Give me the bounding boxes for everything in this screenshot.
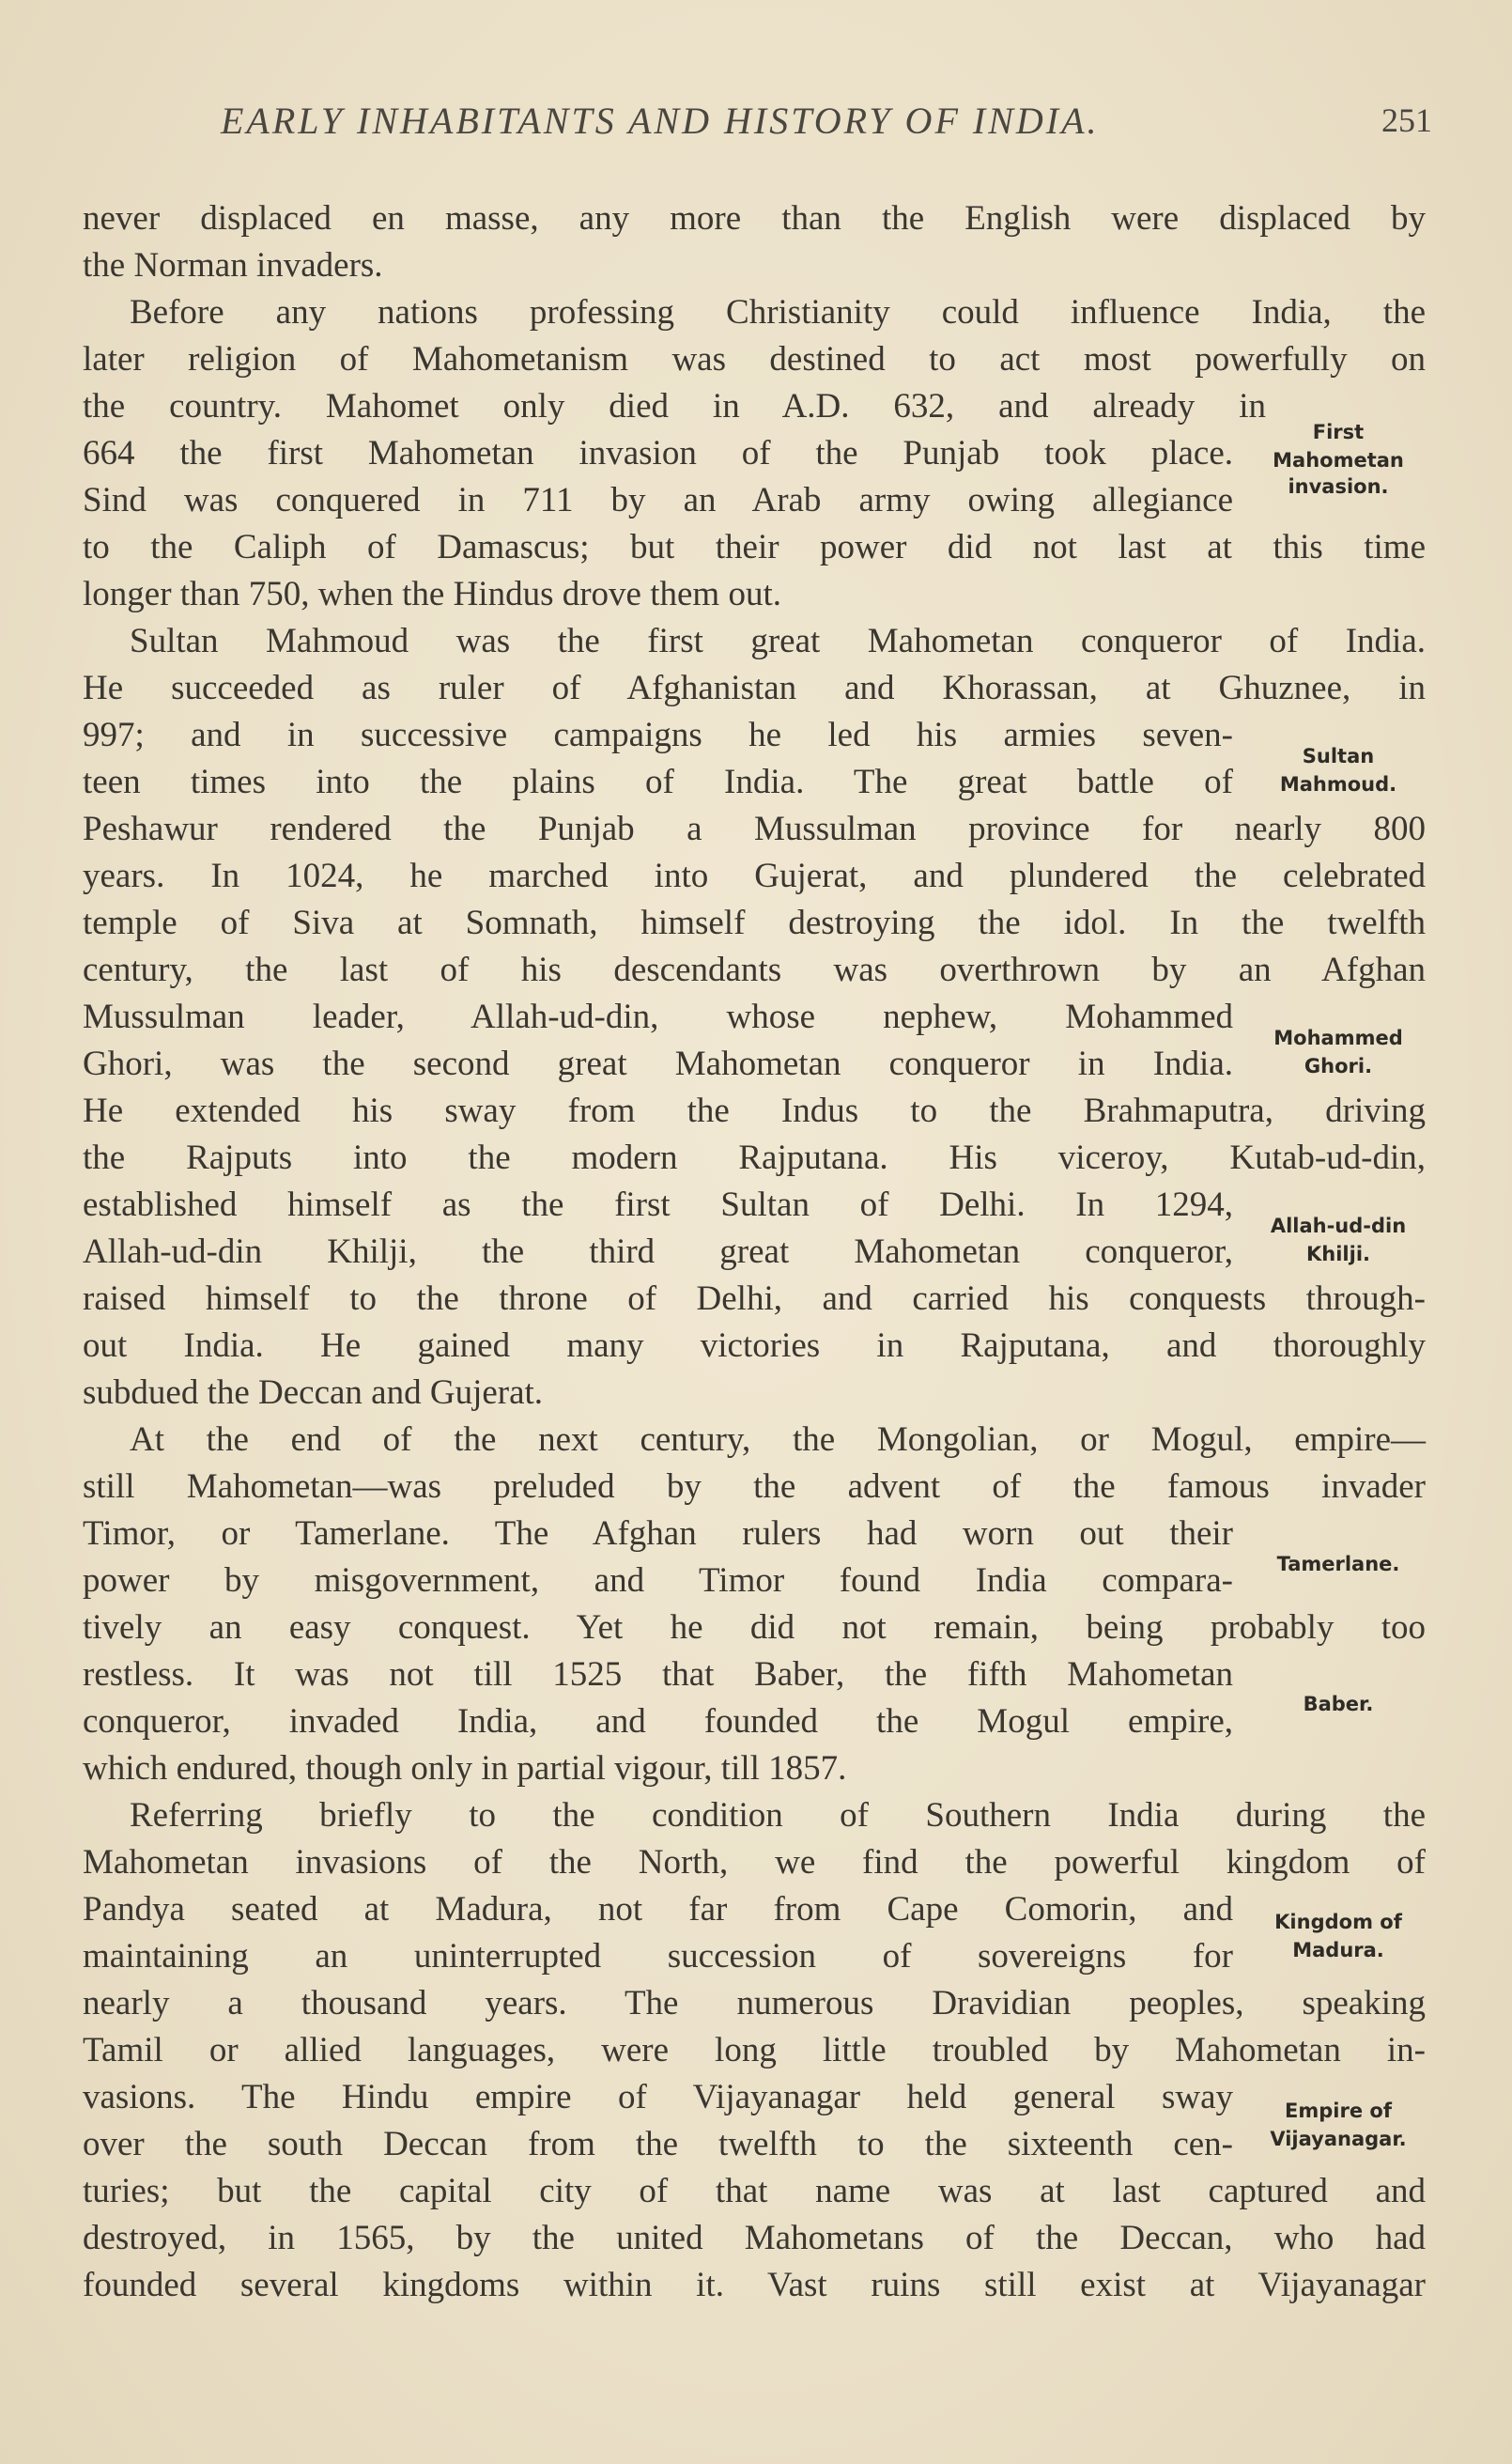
text-line: the country. Mahomet only died in A.D. 632, and already in [83,387,1266,426]
text-line: Sind was conquered in 711 by an Arab army owing allegiance [83,481,1233,519]
text-line: conqueror, invaded India, and founded the Mogul empire, [83,1702,1233,1741]
text-line: which endured, though only in partial vigour, till 1857. [83,1749,847,1788]
text-line: 997; and in successive campaigns he led his armies seven- [83,716,1233,754]
sidenote-tamerlane: Tamerlane. [1276,1553,1400,1575]
text-line: still Mahometan—was preluded by the advent of the famous invader [83,1467,1426,1506]
text-line: nearly a thousand years. The numerous Dravidian peoples, speaking [83,1984,1426,2022]
text-line: Referring briefly to the condition of Southern India during the [130,1796,1426,1835]
sidenote-kingdom-of-madura: Kingdom of Madura. [1274,1911,1402,1961]
text-line: teen times into the plains of India. The great battle of [83,763,1233,801]
text-line: later religion of Mahometanism was destined to act most powerfully on [83,340,1426,379]
sidenote-empire-of-vijayanagar: Empire of Vijayanagar. [1270,2100,1407,2150]
text-line: over the south Deccan from the twelfth to the sixteenth cen- [83,2125,1233,2163]
page-number: 251 [1381,101,1432,139]
text-line: the Norman invaders. [83,246,383,285]
text-line: longer than 750, when the Hindus drove them out. [83,575,781,613]
text-line: power by misgovernment, and Timor found India compara- [83,1561,1233,1600]
sidenote-first-mahometan-invasion: First Mahometan invasion. [1273,421,1404,498]
body-text [83,195,1426,2309]
sidenote-allah-ud-din-khilji: Allah-ud-din Khilji. [1270,1215,1407,1265]
text-line: Sultan Mahmoud was the first great Mahometan conqueror of India. [130,622,1426,660]
text-line: vasions. The Hindu empire of Vijayanagar held general sway [83,2078,1233,2116]
text-line: raised himself to the throne of Delhi, and carried his conquests through- [83,1279,1426,1318]
text-line: Timor, or Tamerlane. The Afghan rulers had worn out their [83,1514,1233,1553]
text-line: Ghori, was the second great Mahometan conqueror in India. [83,1045,1233,1083]
text-line: to the Caliph of Damascus; but their power did not last at this time [83,528,1426,566]
text-line: maintaining an uninterrupted succession of sovereigns for [83,1937,1233,1976]
text-line: years. In 1024, he marched into Gujerat, and plundered the celebrated [83,857,1426,895]
running-head [80,99,1432,155]
text-line: He succeeded as ruler of Afghanistan and Khorassan, at Ghuznee, in [83,669,1426,707]
text-line: Tamil or allied languages, were long little troubled by Mahometan in- [83,2031,1426,2069]
text-line: turies; but the capital city of that name was at last captured and [83,2172,1426,2210]
sidenote-sultan-mahmoud: Sultan Mahmoud. [1279,745,1397,796]
text-line: temple of Siva at Somnath, himself destroying the idol. In the twelfth [83,904,1426,942]
text-line: At the end of the next century, the Mongolian, or Mogul, empire— [130,1420,1426,1459]
text-line: destroyed, in 1565, by the united Mahometans of the Deccan, who had [83,2219,1426,2257]
text-line: He extended his sway from the Indus to the Brahmaputra, driving [83,1092,1426,1130]
sidenote-baber: Baber. [1303,1693,1374,1715]
header-title: EARLY INHABITANTS AND HISTORY OF INDIA. [221,100,1100,142]
text-line: 664 the first Mahometan invasion of the Punjab took place. [83,434,1233,473]
text-line: never displaced en masse, any more than the English were displaced by [83,199,1426,238]
text-line: the Rajputs into the modern Rajputana. His viceroy, Kutab-ud-din, [83,1139,1426,1177]
text-line: restless. It was not till 1525 that Baber, the fifth Mahometan [83,1655,1233,1694]
text-line: century, the last of his descendants was overthrown by an Afghan [83,951,1426,989]
text-line: Mahometan invasions of the North, we find the powerful kingdom of [83,1843,1426,1882]
text-line: Pandya seated at Madura, not far from Cape Comorin, and [83,1890,1233,1929]
text-line: subdued the Deccan and Gujerat. [83,1373,544,1412]
text-line: Mussulman leader, Allah-ud-din, whose nephew, Mohammed [83,998,1233,1036]
text-line: established himself as the first Sultan of Delhi. In 1294, [83,1186,1233,1224]
text-line: founded several kingdoms within it. Vast ruins still exist at Vijayanagar [83,2266,1426,2304]
text-line: Before any nations professing Christianity could influence India, the [130,293,1426,332]
text-line: Allah-ud-din Khilji, the third great Mahometan conqueror, [83,1232,1233,1271]
text-line: Peshawur rendered the Punjab a Mussulman province for nearly 800 [83,810,1426,848]
text-line: tively an easy conquest. Yet he did not remain, being probably too [83,1608,1426,1647]
text-line: out India. He gained many victories in Rajputana, and thoroughly [83,1326,1426,1365]
sidenote-mohammed-ghori: Mohammed Ghori. [1273,1027,1403,1077]
